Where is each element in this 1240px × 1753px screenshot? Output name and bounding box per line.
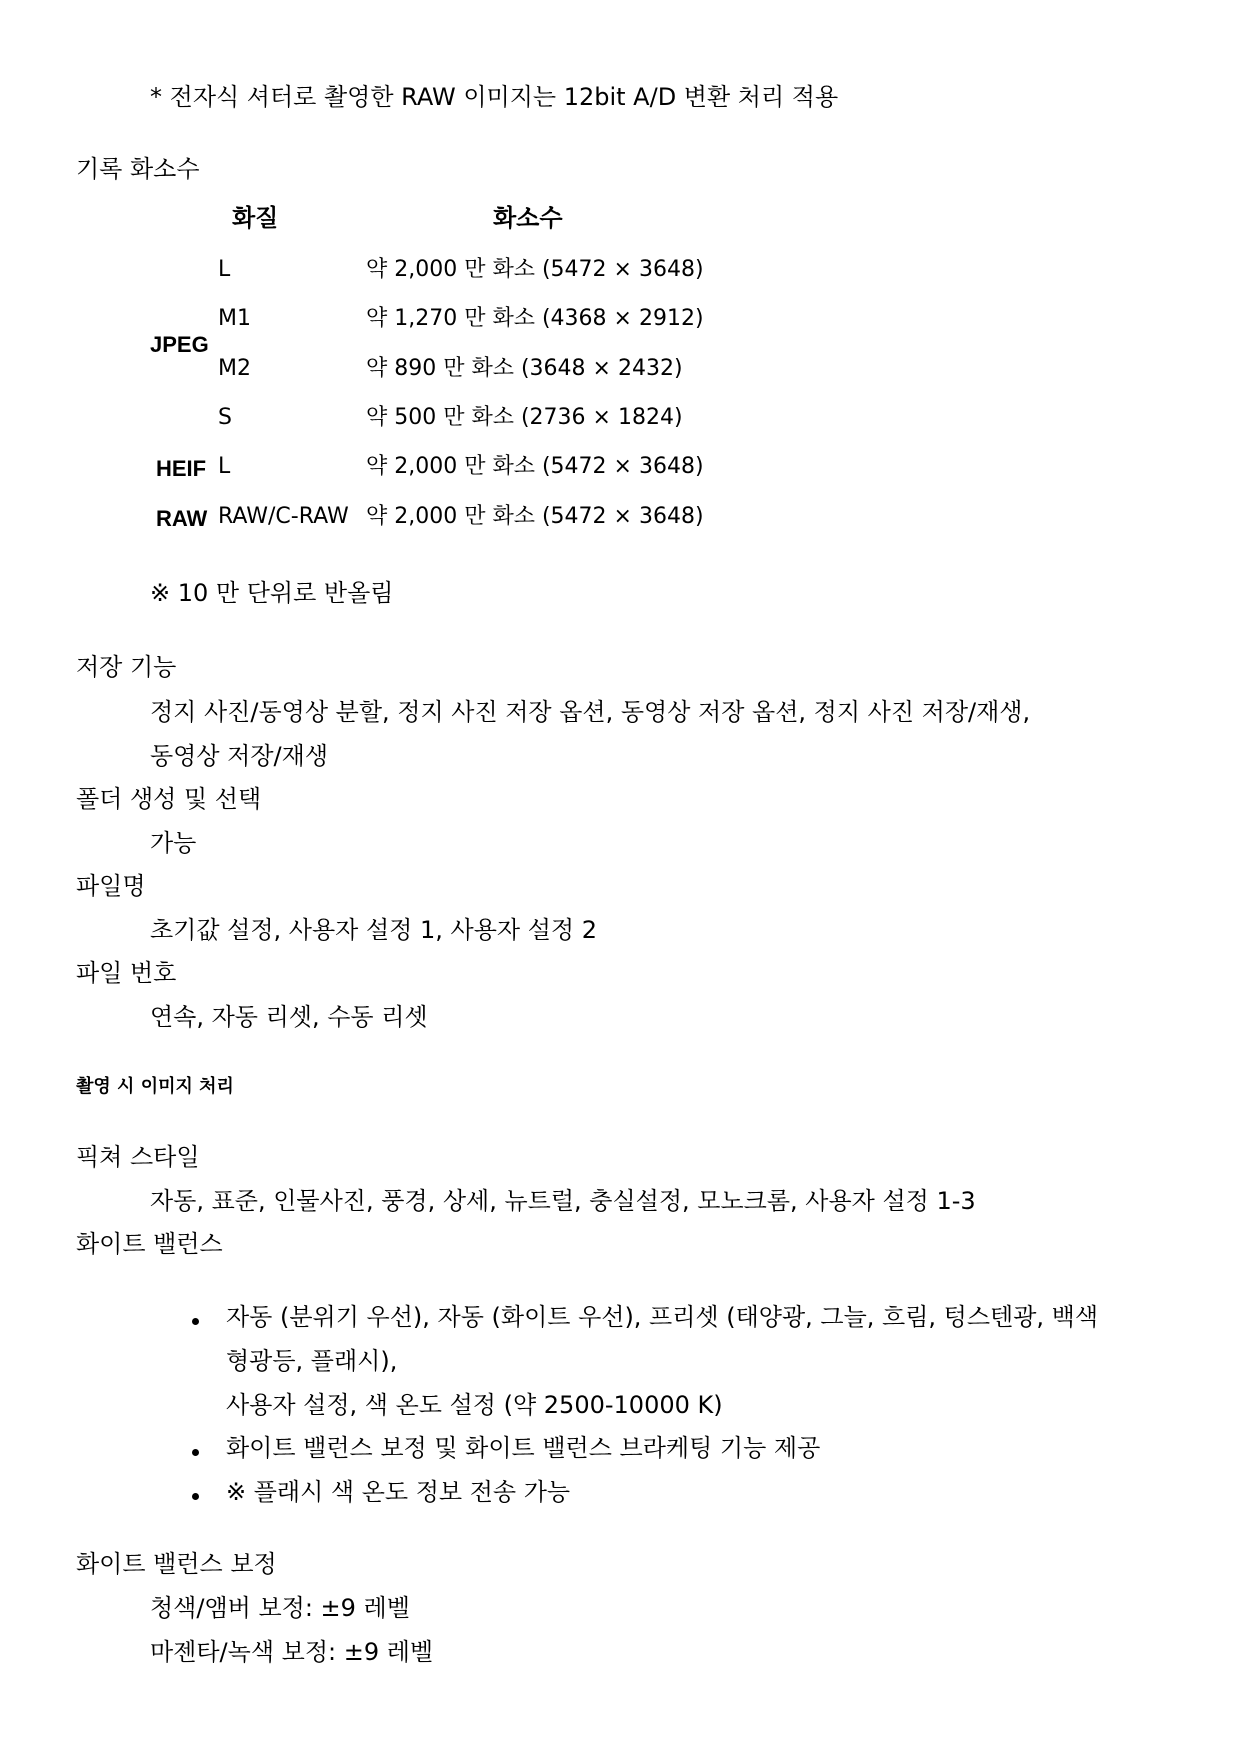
row-pixels-raw: 약 2,000 만 화소 (5472 × 3648) (366, 504, 704, 529)
row-quality-l: L (218, 257, 231, 282)
file-name-title: 파일명 (76, 872, 146, 900)
bullet-dot (192, 1493, 199, 1500)
row-pixels-m1: 약 1,270 만 화소 (4368 × 2912) (366, 306, 704, 331)
row-pixels-s: 약 500 만 화소 (2736 × 1824) (366, 405, 683, 430)
wb-bullet1-line2: 형광등, 플래시), (226, 1347, 398, 1375)
bullet-dot (192, 1449, 199, 1456)
table-header-quality: 화질 (232, 204, 279, 232)
image-processing-section-title: 촬영 시 이미지 처리 (76, 1076, 234, 1097)
row-quality-s: S (218, 405, 232, 430)
raw-conversion-note: * 전자식 셔터로 촬영한 RAW 이미지는 12bit A/D 변환 처리 적용 (150, 83, 839, 111)
row-pixels-l: 약 2,000 만 화소 (5472 × 3648) (366, 257, 704, 282)
row-quality-m2: M2 (218, 356, 251, 381)
bullet-dot (192, 1318, 199, 1325)
file-name-value: 초기값 설정, 사용자 설정 1, 사용자 설정 2 (150, 916, 597, 944)
wb-correction-title: 화이트 밸런스 보정 (76, 1550, 277, 1578)
group-heif: HEIF (156, 456, 207, 481)
wb-correction-magenta-green: 마젠타/녹색 보정: ±9 레벨 (150, 1638, 434, 1666)
table-header-pixels: 화소수 (493, 204, 563, 232)
folder-value: 가능 (150, 829, 197, 857)
group-jpeg: JPEG (150, 332, 209, 357)
white-balance-title: 화이트 밸런스 (76, 1230, 223, 1258)
row-pixels-heif-l: 약 2,000 만 화소 (5472 × 3648) (366, 454, 704, 479)
file-number-value: 연속, 자동 리셋, 수동 리셋 (150, 1003, 428, 1031)
row-quality-raw: RAW/C-RAW (218, 504, 349, 529)
wb-correction-blue-amber: 청색/앰버 보정: ±9 레벨 (150, 1594, 410, 1622)
recorded-pixels-title: 기록 화소수 (76, 155, 200, 183)
file-number-title: 파일 번호 (76, 959, 177, 987)
save-function-title: 저장 기능 (76, 653, 177, 681)
wb-bullet2: 화이트 밸런스 보정 및 화이트 밸런스 브라케팅 기능 제공 (226, 1434, 821, 1462)
wb-bullet3: ※ 플래시 색 온도 정보 전송 가능 (226, 1478, 571, 1506)
folder-title: 폴더 생성 및 선택 (76, 785, 262, 813)
group-raw: RAW (156, 506, 208, 531)
rounding-note: ※ 10 만 단위로 반올림 (150, 579, 394, 607)
save-function-line2: 동영상 저장/재생 (150, 742, 329, 770)
row-quality-heif-l: L (218, 454, 231, 479)
wb-bullet1-line3: 사용자 설정, 색 온도 설정 (약 2500-10000 K) (226, 1391, 723, 1419)
wb-bullet1-line1: 자동 (분위기 우선), 자동 (화이트 우선), 프리셋 (태양광, 그늘, 흐림, 텅스텐광, 백색 (226, 1303, 1099, 1331)
save-function-line1: 정지 사진/동영상 분할, 정지 사진 저장 옵션, 동영상 저장 옵션, 정지 사진 저장/재생, (150, 698, 1031, 726)
row-quality-m1: M1 (218, 306, 251, 331)
picture-style-title: 픽쳐 스타일 (76, 1143, 200, 1171)
picture-style-value: 자동, 표준, 인물사진, 풍경, 상세, 뉴트럴, 충실설정, 모노크롬, 사용자 설정 1-3 (150, 1187, 976, 1215)
row-pixels-m2: 약 890 만 화소 (3648 × 2432) (366, 356, 683, 381)
